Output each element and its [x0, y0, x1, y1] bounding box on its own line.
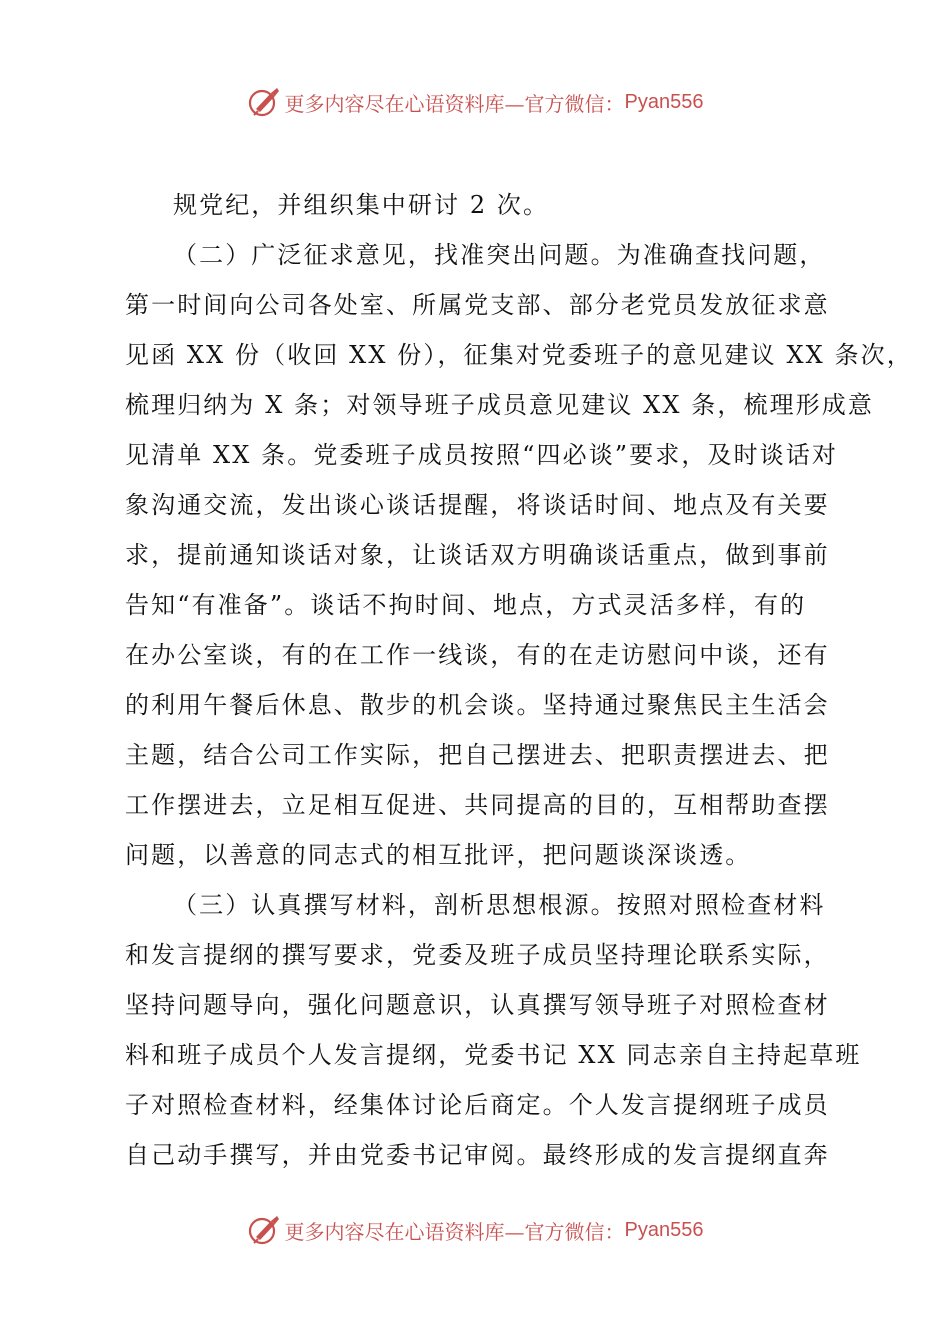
- banner-wechat-id: Pyan556: [624, 1218, 704, 1241]
- document-body: [125, 180, 913, 1180]
- banner-text: 更多内容尽在心语资料库—官方微信：: [284, 91, 625, 116]
- pen-nib-circle-logo-icon: [247, 85, 281, 119]
- pen-nib-circle-logo-icon: [247, 1213, 281, 1247]
- body-text-line: 主题，结合公司工作实际，把自己摆进去、把职责摆进去、把: [125, 741, 830, 769]
- footer-watermark-banner: [0, 1210, 950, 1250]
- body-text-line: 自己动手撰写，并由党委书记审阅。最终形成的发言提纲直奔: [125, 1141, 830, 1169]
- body-text-line: 工作摆进去，立足相互促进、共同提高的目的，互相帮助查摆: [125, 791, 830, 819]
- body-text-line: （二）广泛征求意见，找准突出问题。为准确查找问题，: [173, 241, 826, 269]
- body-text-line: 规党纪，并组织集中研讨 2 次。: [173, 191, 550, 219]
- body-text-line: 问题，以善意的同志式的相互批评，把问题谈深谈透。: [125, 841, 752, 869]
- body-text-line: （三）认真撰写材料，剖析思想根源。按照对照检查材料: [173, 891, 826, 919]
- body-text-line: 和发言提纲的撰写要求，党委及班子成员坚持理论联系实际，: [125, 941, 830, 969]
- body-text-line: 梳理归纳为 X 条；对领导班子成员意见建议 XX 条，梳理形成意: [125, 391, 874, 419]
- body-text-line: 第一时间向公司各处室、所属党支部、部分老党员发放征求意: [125, 291, 830, 319]
- body-text-line: 的利用午餐后休息、散步的机会谈。坚持通过聚焦民主生活会: [125, 691, 830, 719]
- header-watermark-banner: [0, 82, 950, 122]
- body-text-line: 告知“有准备”。谈话不拘时间、地点，方式灵活多样，有的: [125, 591, 807, 619]
- body-text-line: 料和班子成员个人发言提纲，党委书记 XX 同志亲自主持起草班: [125, 1041, 862, 1069]
- body-text-line: 坚持问题导向，强化问题意识，认真撰写领导班子对照检查材: [125, 991, 830, 1019]
- banner-text: 更多内容尽在心语资料库—官方微信：: [284, 1219, 625, 1244]
- banner-wechat-id: Pyan556: [624, 90, 704, 113]
- body-text-line: 子对照检查材料，经集体讨论后商定。个人发言提纲班子成员: [125, 1091, 830, 1119]
- body-text-line: 见清单 XX 条。党委班子成员按照“四必谈”要求，及时谈话对: [125, 441, 838, 469]
- body-text-line: 象沟通交流，发出谈心谈话提醒，将谈话时间、地点及有关要: [125, 491, 830, 519]
- body-text-line: 求，提前通知谈话对象，让谈话双方明确谈话重点，做到事前: [125, 541, 830, 569]
- body-text-line: 见函 XX 份（收回 XX 份），征集对党委班子的意见建议 XX 条次，: [125, 341, 913, 369]
- body-text-line: 在办公室谈，有的在工作一线谈，有的在走访慰问中谈，还有: [125, 641, 830, 669]
